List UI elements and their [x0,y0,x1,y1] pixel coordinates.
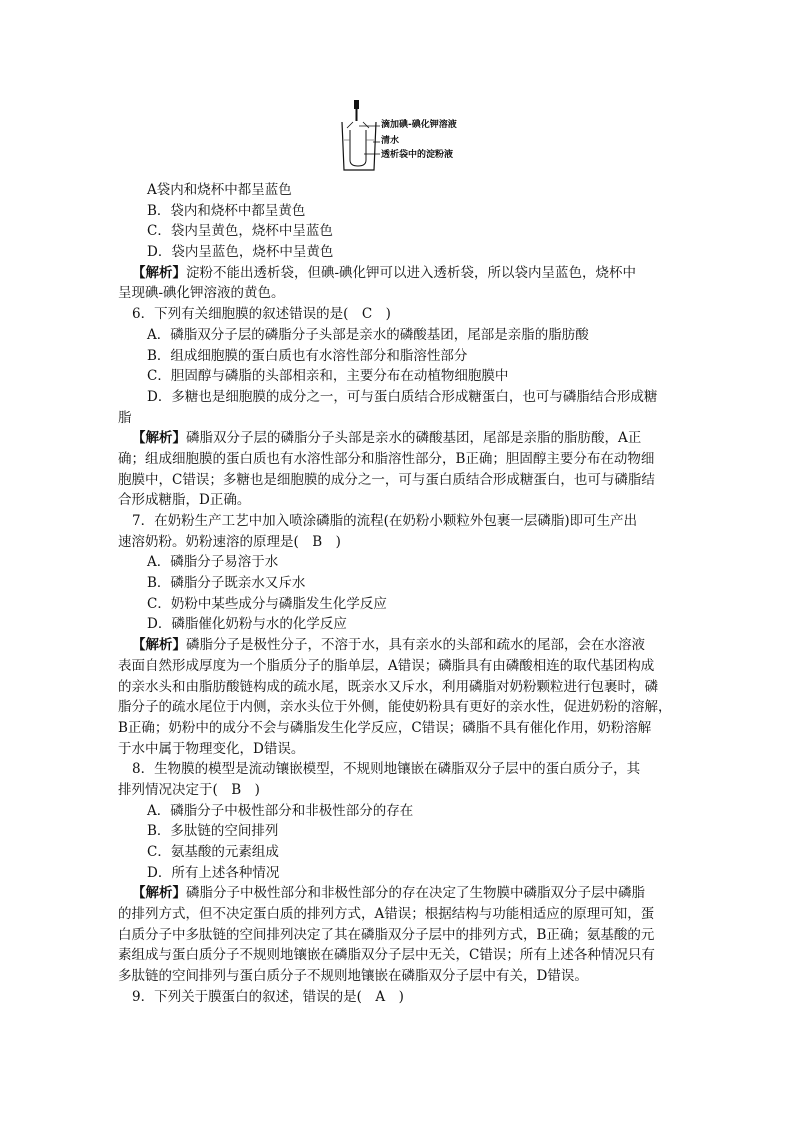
q5-option-b: B．袋内和烧杯中都呈黄色 [147,202,306,219]
figure-label-reagent: 滴加碘-碘化钾溶液 [381,120,457,130]
q7-analysis-line: 表面自然形成厚度为一个脂质分子的脂单层，A错误；磷脂具有由磷酸相连的取代基团构成 [118,657,655,674]
q8-analysis-line: 的排列方式，但不决定蛋白质的排列方式，A错误；根据结构与功能相适应的原理可知，蛋 [118,906,655,923]
q5-option-a: A袋内和烧杯中都呈蓝色 [147,182,292,198]
q7-analysis-line: 于水中属于物理变化，D错误。 [118,740,305,757]
q6-option-a: A．磷脂双分子层的磷脂分子头部是亲水的磷酸基团，尾部是亲脂的脂肪酸 [147,326,589,343]
q8-analysis-line: 素组成与蛋白质分子不规则地镶嵌在磷脂双分子层中无关，C错误；所有上述各种情况只有 [118,947,655,964]
q8-analysis-line: 多肽链的空间排列与蛋白质分子不规则地镶嵌在磷脂双分子层中有关，D错误。 [118,968,588,985]
q7-analysis-line: 脂分子的疏水尾位于内侧，亲水头位于外侧，能使奶粉具有更好的亲水性，促进奶粉的溶解， [118,699,672,716]
q7-option-b: B．磷脂分子既亲水又斥水 [147,575,306,592]
q9-stem: 9．下列关于膜蛋白的叙述，错误的是( A ) [132,988,404,1005]
dialysis-bag-figure [338,100,488,172]
figure-label-water: 清水 [381,136,400,146]
q6-analysis-line: 合形成糖脂，D正确。 [118,492,251,509]
q5-analysis-line: 【解析】淀粉不能出透析袋，但碘-碘化钾可以进入透析袋，所以袋内呈蓝色，烧杯中 [132,264,637,281]
q8-option-a: A．磷脂分子中极性部分和非极性部分的存在 [147,802,414,819]
analysis-tag: 【解析】 [132,430,186,447]
q7-stem: 7．在奶粉生产工艺中加入喷涂磷脂的流程(在奶粉小颗粒外包裹一层磷脂)即可生产出 [132,513,638,529]
q8-stem: 8．生物膜的模型是流动镶嵌模型，不规则地镶嵌在磷脂双分子层中的蛋白质分子，其 [132,761,641,778]
q7-analysis-line: 的亲水头和由脂肪酸链构成的疏水尾，既亲水又斥水，利用磷脂对奶粉颗粒进行包裹时，磷 [118,678,658,695]
analysis-tag: 【解析】 [132,264,186,281]
q6-option-c: C．胆固醇与磷脂的头部相亲和，主要分布在动植物细胞膜中 [147,368,509,385]
q6-stem: 6．下列有关细胞膜的叙述错误的是( C ) [132,306,391,323]
q6-option-d: D．多糖也是细胞膜的成分之一，可与蛋白质结合形成糖蛋白，也可与磷脂结合形成糖 [147,388,658,405]
q7-option-a: A．磷脂分子易溶于水 [147,554,279,571]
q7-stem-cont: 速溶奶粉。奶粉速溶的原理是( B ) [118,533,341,550]
q7-analysis-line: 【解析】磷脂分子是极性分子，不溶于水，具有亲水的头部和疏水的尾部，会在水溶液 [132,637,645,654]
figure-label-starch: 透析袋中的淀粉液 [381,150,454,160]
q8-analysis-line: 白质分子中多肽链的空间排列决定了其在磷脂双分子层中的排列方式，B正确；氨基酸的元 [118,926,655,943]
analysis-tag: 【解析】 [132,885,186,902]
q8-option-c: C．氨基酸的元素组成 [147,844,279,860]
q8-analysis-line: 【解析】磷脂分子中极性部分和非极性部分的存在决定了生物膜中磷脂双分子层中磷脂 [132,885,645,902]
q7-analysis-line: B正确；奶粉中的成分不会与磷脂发生化学反应，C错误；磷脂不具有催化作用，奶粉溶解 [118,719,652,736]
q5-option-d: D．袋内呈蓝色，烧杯中呈黄色 [147,244,334,261]
analysis-tag: 【解析】 [132,637,186,654]
q8-stem-cont: 排列情况决定于( B ) [118,781,260,798]
q7-option-d: D．磷脂催化奶粉与水的化学反应 [147,616,347,633]
q6-option-d-cont: 脂 [118,409,132,426]
q6-option-b: B．组成细胞膜的蛋白质也有水溶性部分和脂溶性部分 [147,347,468,364]
q8-option-b: B．多肽链的空间排列 [147,823,279,840]
beaker-diagram [338,100,488,172]
q7-option-c: C．奶粉中某些成分与磷脂发生化学反应 [147,595,387,612]
q6-analysis-line: 确；组成细胞膜的蛋白质也有水溶性部分和脂溶性部分，B正确；胆固醇主要分布在动物细 [118,450,655,467]
q8-option-d: D．所有上述各种情况 [147,864,280,881]
q5-option-c: C．袋内呈黄色，烧杯中呈蓝色 [147,223,333,240]
q6-analysis-line: 【解析】磷脂双分子层的磷脂分子头部是亲水的磷酸基团，尾部是亲脂的脂肪酸，A正 [132,430,642,447]
q5-analysis-line: 呈现碘-碘化钾溶液的黄色。 [118,285,285,302]
q6-analysis-line: 胞膜中，C错误；多糖也是细胞膜的成分之一，可与蛋白质结合形成糖蛋白，也可与磷脂结 [118,471,655,488]
document-body [118,180,680,1008]
